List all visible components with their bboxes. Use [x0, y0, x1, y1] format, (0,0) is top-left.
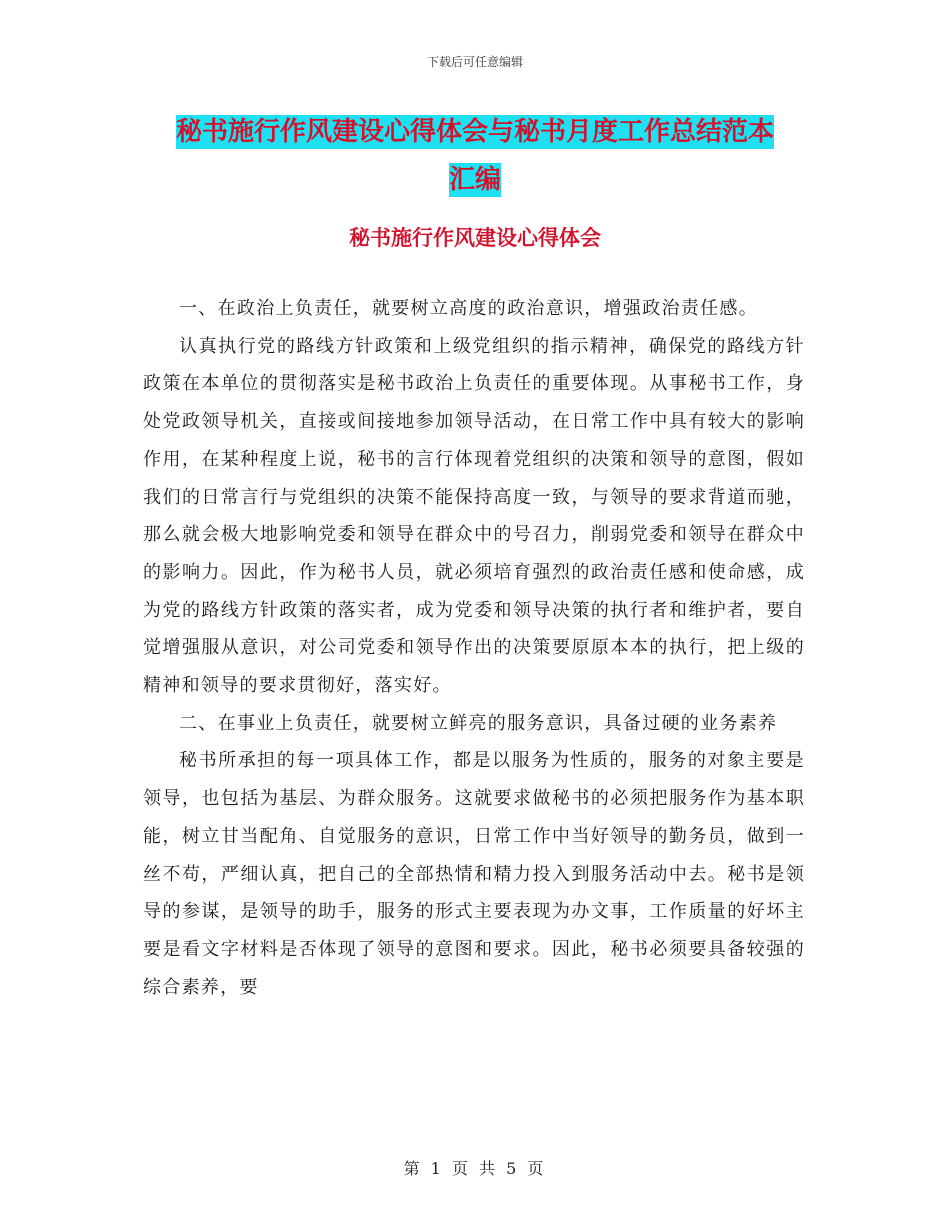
paragraph: 秘书所承担的每一项具体工作，都是以服务为性质的，服务的对象主要是领导，也包括为基层、为群众服务。这就要求做秘书的必须把服务作为基本职能，树立甘当配角、自觉服务的意识，日常工作中当好领导的勤务员，做到一丝不苟，严细认真，把自己的全部热情和精力投入到服务活动中去。秘书是领导的参谋，是领导的助手，服务的形式主要表现为办文事，工作质量的好坏主要是看文字材料是否体现了领导的意图和要求。因此，秘书必须要具备较强的综合素养，要	[143, 750, 805, 998]
document-title	[145, 108, 805, 204]
section-title: 秘书施行作风建设心得体会	[349, 225, 601, 250]
page-footer-number: 第 1 页 共 5 页	[403, 1159, 547, 1178]
document-title-line2: 汇编	[448, 165, 501, 195]
paragraph: 二、在事业上负责任，就要树立鲜亮的服务意识，具备过硬的业务素养	[179, 712, 778, 734]
document-body	[143, 290, 805, 1006]
paragraph: 一、在政治上负责任，就要树立高度的政治意识，增强政治责任感。	[179, 298, 758, 319]
document-title-line1: 秘书施行作风建设心得体会与秘书月度工作总结范本	[175, 117, 774, 147]
paragraph: 认真执行党的路线方针政策和上级党组织的指示精神，确保党的路线方针政策在本单位的贯彻落实是秘书政治上负责任的重要体现。从事秘书工作，身处党政领导机关，直接或间接地参加领导活动，在日常工作中具有较大的影响作用，在某种程度上说，秘书的言行体现着党组织的决策和领导的意图，假如我们的日常言行与党组织的决策不能保持高度一致，与领导的要求背道而驰，那么就会极大地影响党委和领导在群众中的号召力，削弱党委和领导在群众中的影响力。因此，作为秘书人员，就必须培育强烈的政治责任感和使命感，成为党的路线方针政策的落实者，成为党委和领导决策的执行者和维护者，要自觉增强服从意识，对公司党委和领导作出的决策要原原本本的执行，把上级的精神和领导的要求贯彻好，落实好。	[143, 335, 805, 697]
page-header-note: 下载后可任意编辑	[426, 55, 523, 69]
